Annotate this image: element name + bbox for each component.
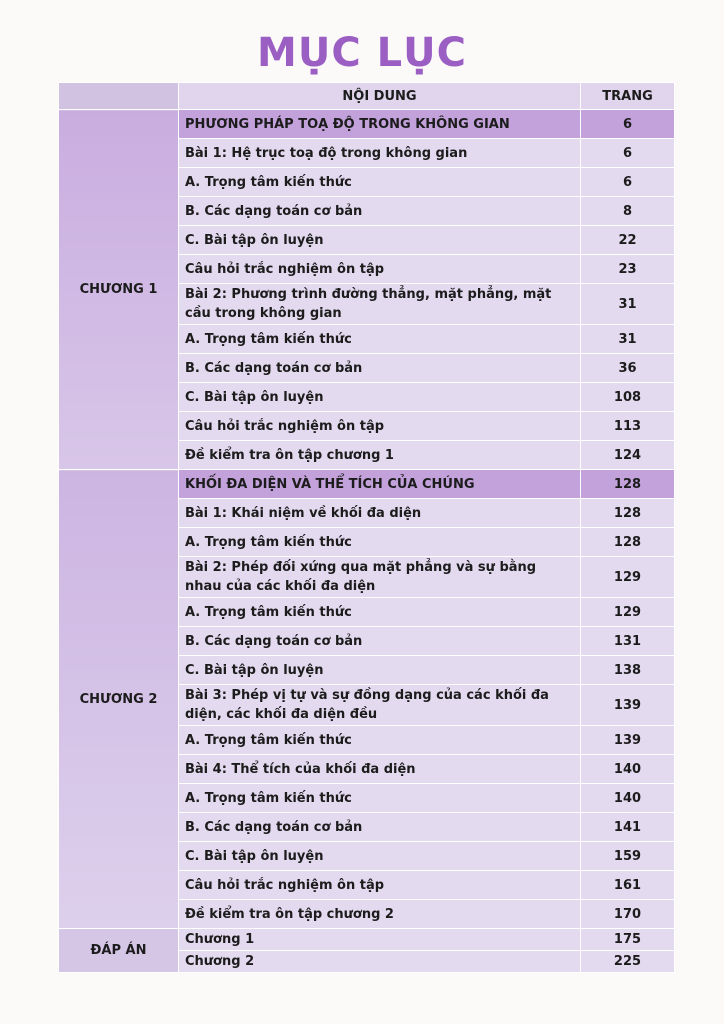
toc-entry-page: 139 xyxy=(581,685,675,726)
toc-entry-page: 108 xyxy=(581,383,675,412)
toc-entry-page: 140 xyxy=(581,755,675,784)
toc-entry-page: 129 xyxy=(581,557,675,598)
toc-entry-page: 140 xyxy=(581,784,675,813)
chapter-label: ĐÁP ÁN xyxy=(59,929,179,973)
toc-entry-page: 131 xyxy=(581,627,675,656)
toc-entry-page: 6 xyxy=(581,139,675,168)
toc-entry-title: B. Các dạng toán cơ bản xyxy=(179,813,581,842)
toc-entry-title: PHƯƠNG PHÁP TOẠ ĐỘ TRONG KHÔNG GIAN xyxy=(179,110,581,139)
toc-entry-title: C. Bài tập ôn luyện xyxy=(179,226,581,255)
chapter-label: CHƯƠNG 1 xyxy=(59,110,179,470)
toc-entry-page: 225 xyxy=(581,951,675,973)
toc-entry-page: 139 xyxy=(581,726,675,755)
toc-entry-page: 128 xyxy=(581,470,675,499)
header-page: TRANG xyxy=(581,83,675,110)
toc-entry-page: 124 xyxy=(581,441,675,470)
toc-entry-title: Bài 2: Phương trình đường thẳng, mặt phẳng, mặt cầu trong không gian xyxy=(179,284,581,325)
toc-entry-title: Câu hỏi trắc nghiệm ôn tập xyxy=(179,412,581,441)
toc-entry-title: A. Trọng tâm kiến thức xyxy=(179,784,581,813)
chapter-label: CHƯƠNG 2 xyxy=(59,470,179,929)
toc-entry-title: Chương 2 xyxy=(179,951,581,973)
toc-entry-title: B. Các dạng toán cơ bản xyxy=(179,627,581,656)
toc-entry-page: 113 xyxy=(581,412,675,441)
toc-entry-title: Bài 2: Phép đối xứng qua mặt phẳng và sự bằng nhau của các khối đa diện xyxy=(179,557,581,598)
toc-entry-title: Câu hỏi trắc nghiệm ôn tập xyxy=(179,255,581,284)
toc-entry-title: B. Các dạng toán cơ bản xyxy=(179,197,581,226)
toc-entry-title: A. Trọng tâm kiến thức xyxy=(179,726,581,755)
toc-entry-title: Đề kiểm tra ôn tập chương 2 xyxy=(179,900,581,929)
toc-entry-title: A. Trọng tâm kiến thức xyxy=(179,168,581,197)
toc-entry-page: 161 xyxy=(581,871,675,900)
toc-entry-page: 23 xyxy=(581,255,675,284)
toc-entry-title: Đề kiểm tra ôn tập chương 1 xyxy=(179,441,581,470)
toc-entry-page: 159 xyxy=(581,842,675,871)
toc-entry-title: C. Bài tập ôn luyện xyxy=(179,842,581,871)
toc-entry-title: A. Trọng tâm kiến thức xyxy=(179,325,581,354)
toc-entry-page: 128 xyxy=(581,528,675,557)
chapter-heading-row xyxy=(59,110,675,139)
toc-entry-title: B. Các dạng toán cơ bản xyxy=(179,354,581,383)
toc-entry-title: Câu hỏi trắc nghiệm ôn tập xyxy=(179,871,581,900)
header-content: NỘI DUNG xyxy=(179,83,581,110)
toc-entry-page: 6 xyxy=(581,110,675,139)
toc-entry-title: A. Trọng tâm kiến thức xyxy=(179,528,581,557)
toc-entry-title: Bài 3: Phép vị tự và sự đồng dạng của các khối đa diện, các khối đa diện đều xyxy=(179,685,581,726)
table-of-contents xyxy=(58,82,675,973)
table-row xyxy=(59,929,675,951)
toc-entry-title: C. Bài tập ôn luyện xyxy=(179,656,581,685)
chapter-heading-row xyxy=(59,470,675,499)
toc-entry-page: 31 xyxy=(581,284,675,325)
toc-entry-page: 128 xyxy=(581,499,675,528)
toc-entry-page: 22 xyxy=(581,226,675,255)
toc-entry-page: 170 xyxy=(581,900,675,929)
toc-body xyxy=(59,110,675,973)
toc-entry-title: C. Bài tập ôn luyện xyxy=(179,383,581,412)
toc-entry-page: 175 xyxy=(581,929,675,951)
header-chapter-cell xyxy=(59,83,179,110)
toc-entry-page: 129 xyxy=(581,598,675,627)
toc-entry-title: Bài 4: Thể tích của khối đa diện xyxy=(179,755,581,784)
toc-entry-page: 31 xyxy=(581,325,675,354)
page-title: MỤC LỤC xyxy=(257,30,467,76)
toc-entry-page: 138 xyxy=(581,656,675,685)
toc-entry-title: Chương 1 xyxy=(179,929,581,951)
toc-entry-title: Bài 1: Hệ trục toạ độ trong không gian xyxy=(179,139,581,168)
toc-entry-title: A. Trọng tâm kiến thức xyxy=(179,598,581,627)
toc-entry-page: 6 xyxy=(581,168,675,197)
toc-entry-page: 8 xyxy=(581,197,675,226)
toc-entry-title: Bài 1: Khái niệm về khối đa diện xyxy=(179,499,581,528)
table-header-row xyxy=(59,83,675,110)
toc-entry-page: 141 xyxy=(581,813,675,842)
toc-entry-page: 36 xyxy=(581,354,675,383)
toc-entry-title: KHỐI ĐA DIỆN VÀ THỂ TÍCH CỦA CHÚNG xyxy=(179,470,581,499)
